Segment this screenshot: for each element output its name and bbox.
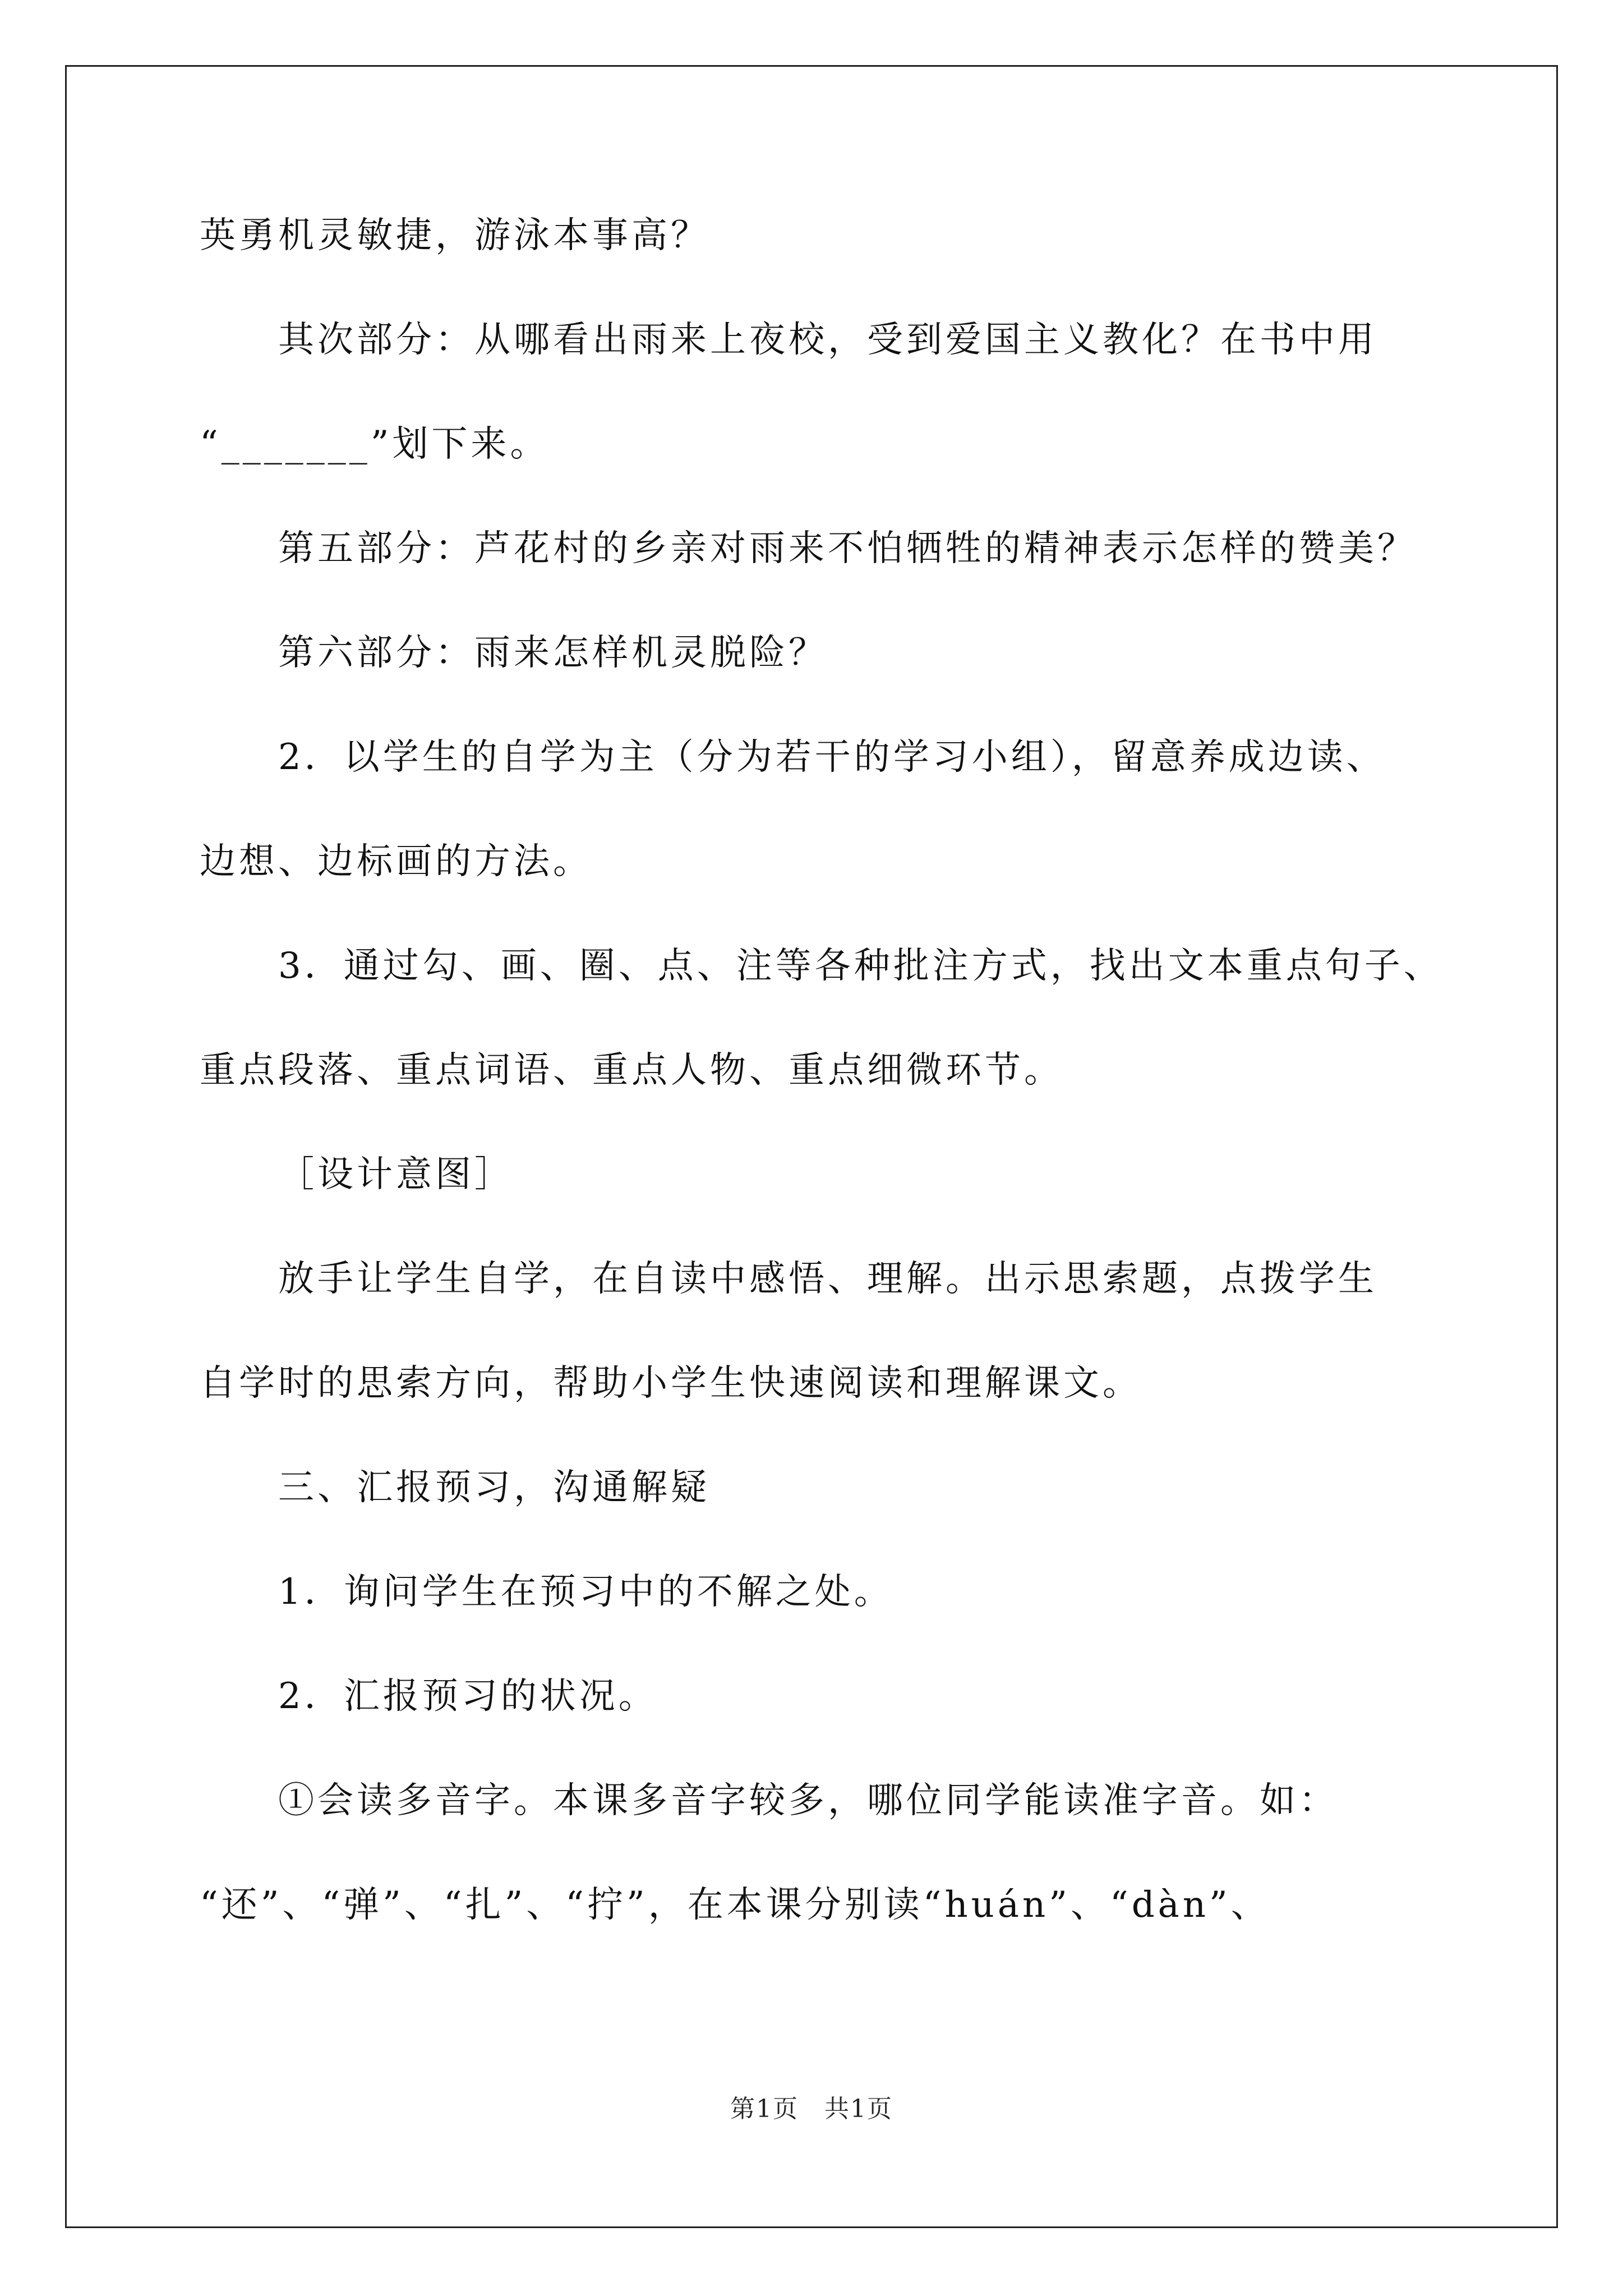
text-line-16: ①会读多音字。本课多音字较多，哪位同学能读准字音。如： <box>278 1780 1338 1821</box>
text-line-8: 3．通过勾、画、圈、点、注等各种批注方式，找出文本重点句子、 <box>278 945 1443 987</box>
text-line-3: “_______”划下来。 <box>200 424 550 465</box>
text-line-17: “还”、“弹”、“扎”、“拧”，在本课分别读“huán”、“dàn”、 <box>200 1884 1270 1926</box>
text-line-1: 英勇机灵敏捷，游泳本事高？ <box>200 215 710 256</box>
text-line-6: 2．以学生的自学为主（分为若干的学习小组），留意养成边读、 <box>278 737 1386 778</box>
text-line-11: 放手让学生自学，在自读中感悟、理解。出示思索题，点拨学生 <box>278 1258 1377 1300</box>
text-line-7: 边想、边标画的方法。 <box>200 841 592 882</box>
text-line-15: 2．汇报预习的状况。 <box>278 1676 658 1717</box>
page-number-footer: 第1页 共1页 <box>730 2095 893 2123</box>
text-line-5: 第六部分：雨来怎样机灵脱险？ <box>278 632 828 674</box>
text-line-14: 1．询问学生在预习中的不解之处。 <box>278 1571 893 1613</box>
text-line-9: 重点段落、重点词语、重点人物、重点细微环节。 <box>200 1050 1063 1091</box>
text-line-4: 第五部分：芦花村的乡亲对雨来不怕牺牲的精神表示怎样的赞美？ <box>278 528 1417 569</box>
section-heading-report: 三、汇报预习，沟通解疑 <box>278 1467 710 1508</box>
section-heading-design-intent: ［设计意图］ <box>278 1154 514 1195</box>
text-line-12: 自学时的思索方向，帮助小学生快速阅读和理解课文。 <box>200 1363 1142 1404</box>
text-line-2: 其次部分：从哪看出雨来上夜校，受到爱国主义教化？在书中用 <box>278 319 1377 361</box>
